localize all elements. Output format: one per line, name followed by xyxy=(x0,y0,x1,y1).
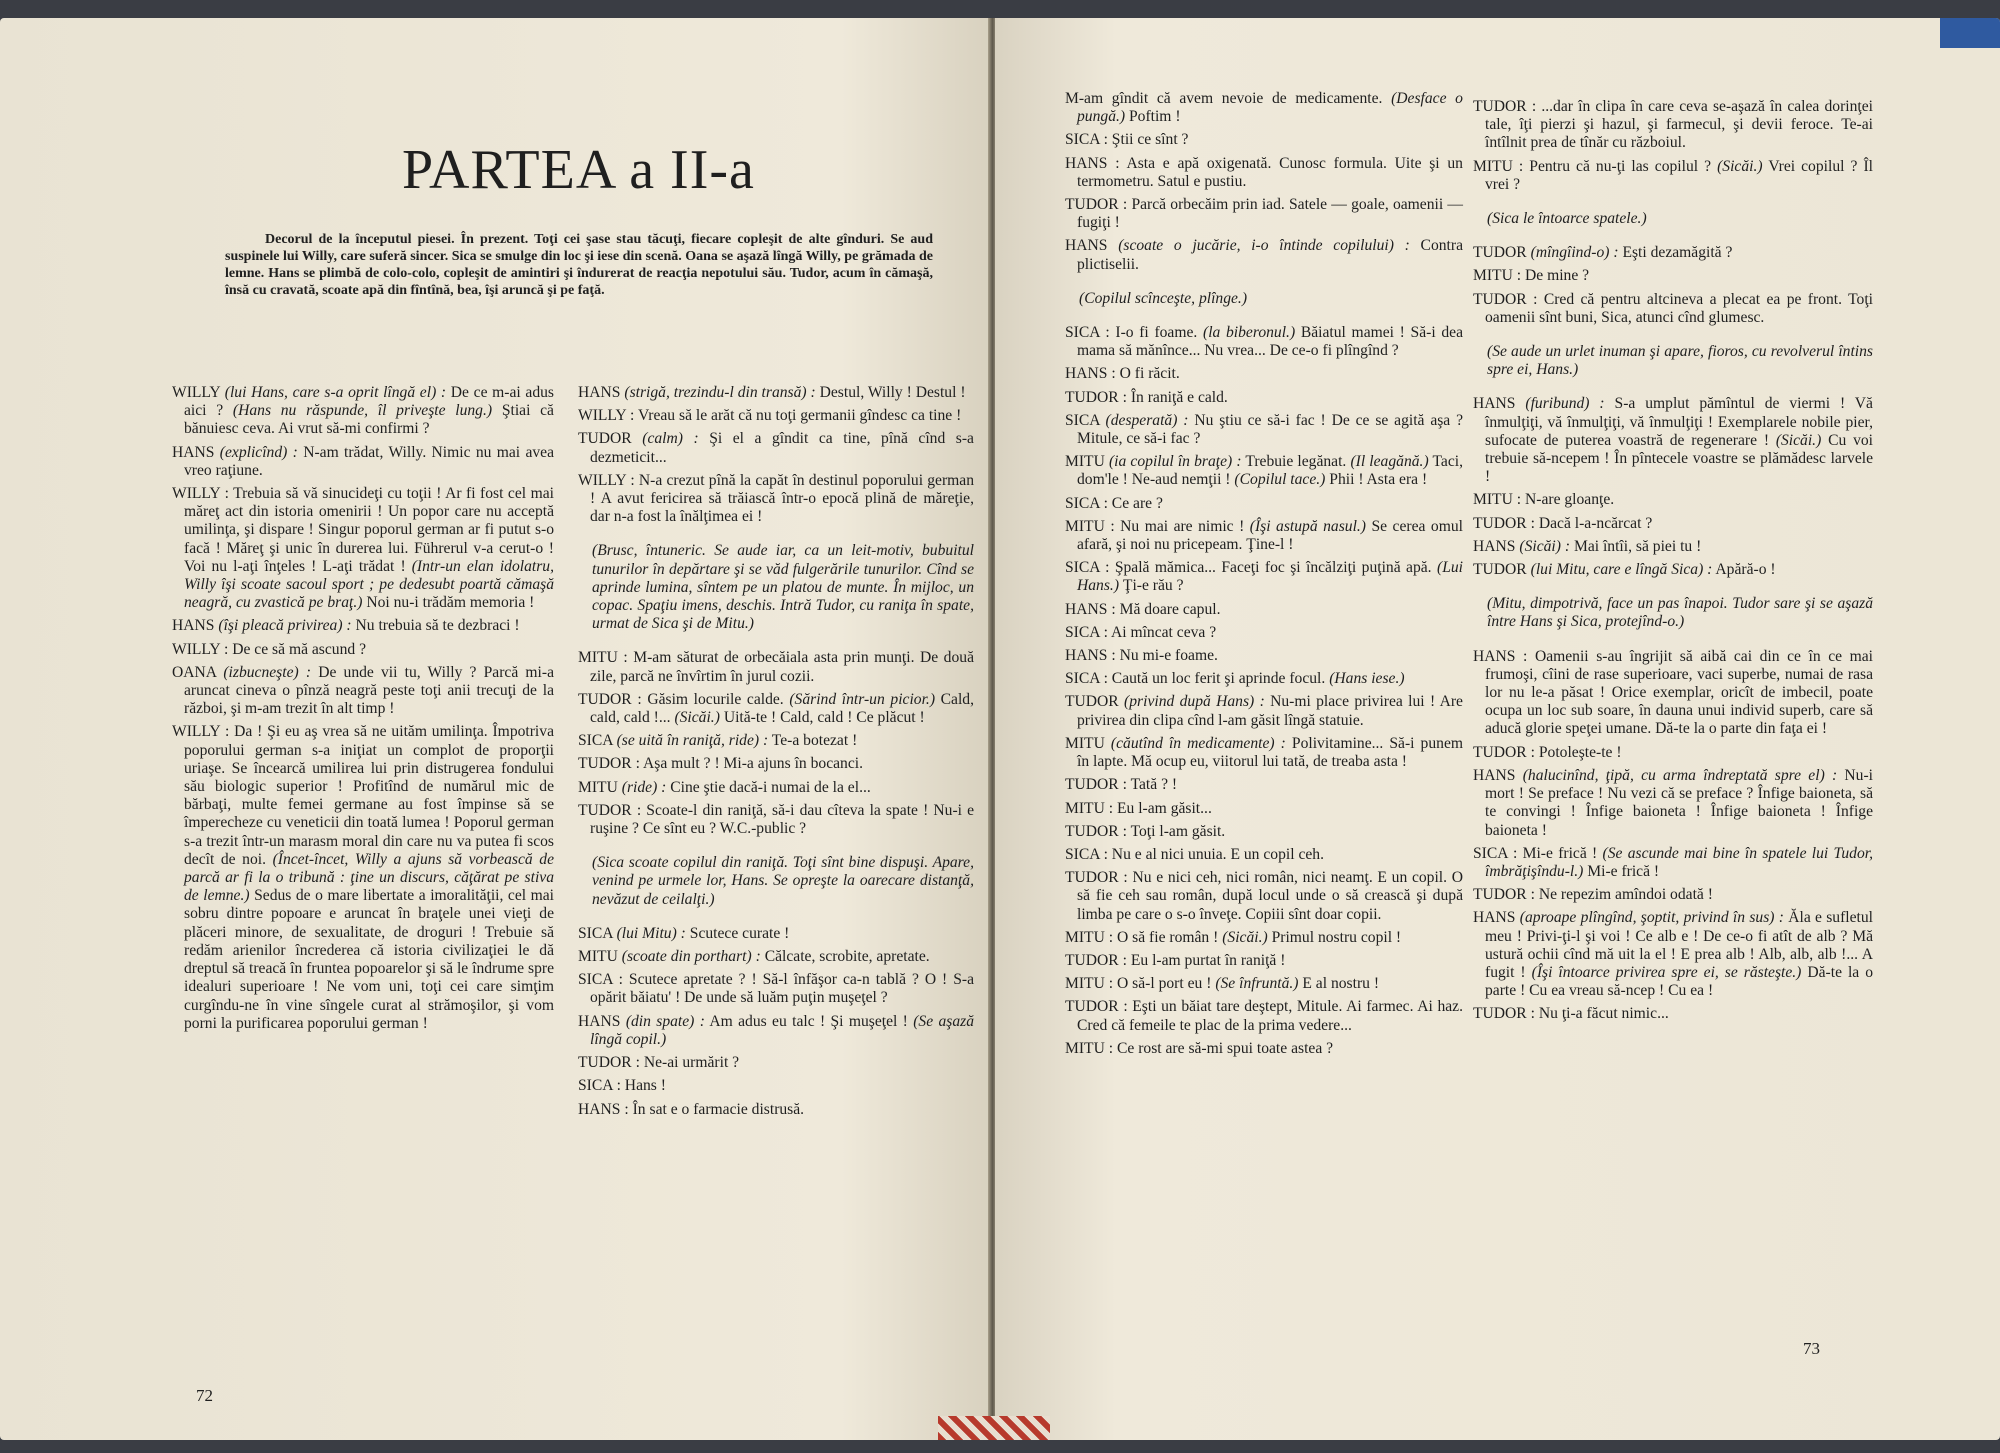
stage-direction-inline: (Sicăi) : xyxy=(1519,537,1571,555)
stage-direction-inline: (scoate din porthart) : xyxy=(621,948,761,966)
stage-direction xyxy=(578,542,974,633)
dialogue-text: : Scutece apretate ? ! Să-l înfăşor ca-n tablă ? O ! S-a opărit băiatu' ! De unde să luăm puţin muşeţel ? xyxy=(590,971,974,1007)
dialogue-line xyxy=(1065,776,1463,794)
dialogue-text: : Dacă l-a-ncărcat ? xyxy=(1530,514,1653,532)
stage-direction-inline: (furibund) : xyxy=(1525,395,1605,413)
speaker-name: SICA xyxy=(1065,324,1100,342)
dialogue-line xyxy=(578,802,974,838)
dialogue-line xyxy=(172,664,554,719)
speaker-name: HANS xyxy=(1065,154,1108,172)
dialogue-text: : În raniţă e cald. xyxy=(1122,388,1228,406)
speaker-name: SICA xyxy=(1065,411,1100,429)
dialogue-text: Vrei copilul ? Îl vrei ? xyxy=(1485,157,1873,193)
stage-direction xyxy=(1065,290,1463,308)
stage-direction-inline: (privind după Hans) : xyxy=(1124,693,1265,711)
dialogue-text: : Nu mi-e foame. xyxy=(1111,647,1218,665)
stage-direction-inline: (lui Hans, care s-a oprit lîngă el) : xyxy=(224,384,447,401)
dialogue-line xyxy=(1065,389,1463,407)
speaker-name: TUDOR xyxy=(1473,244,1527,262)
speaker-name: WILLY xyxy=(578,471,627,489)
dialogue-line xyxy=(1473,648,1873,739)
speaker-name: MITU xyxy=(1473,157,1513,175)
dialogue-text: : Caută un loc ferit şi aprinde focul. xyxy=(1103,670,1326,688)
dialogue-line xyxy=(172,723,554,1032)
dialogue-text: Phii ! Asta era ! xyxy=(1329,471,1428,489)
stage-direction-text: (Sica scoate copilul din raniţă. Toţi sînt bine dispuşi. Apare, venind pe urmele lor, Hans. Se opreşte la oarecare distanţă, nevăzut de ceilalţi.) xyxy=(592,854,974,908)
dialogue-text: : Nu mai are nimic ! xyxy=(1110,517,1245,535)
speaker-name: TUDOR xyxy=(1065,822,1119,840)
page-number-left: 72 xyxy=(196,1386,213,1405)
dialogue-text: Trebuie legănat. xyxy=(1245,453,1347,471)
dialogue-line xyxy=(1473,395,1873,486)
speaker-name: TUDOR xyxy=(1065,196,1119,214)
right-column-2 xyxy=(1473,98,1873,1029)
speaker-name: MITU xyxy=(578,649,618,667)
stage-direction-inline: (Hans iese.) xyxy=(1329,670,1405,688)
dialogue-text: : Eu l-am purtat în raniţă ! xyxy=(1122,951,1286,969)
stage-direction-inline: (halucinînd, ţipă, cu arma îndreptată spre el) : xyxy=(1522,766,1838,784)
continued-text: M-am gîndit că avem nevoie de medicamente. xyxy=(1065,90,1383,107)
dialogue-text: E al nostru ! xyxy=(1302,975,1380,993)
dialogue-text: : Trebuia să vă sinucideţi cu toţii ! Ar fi fost cel mai măreţ act din istoria omenirii ! Un popor care nu acceptă umilinţa, şi dispare ! Singur poporul german ar fi putut s-o facă ! Măreţ şi unic în durerea lui. Führerul v-a cerut-o ! Voi nu l-aţi înţeles ! L-aţi trădat ! xyxy=(184,485,554,575)
speaker-name: TUDOR xyxy=(1065,951,1119,969)
stage-direction-inline: (Lui Hans.) xyxy=(1077,559,1463,595)
stage-direction-text: (Se aude un urlet inuman şi apare, fioros, cu revolverul întins spre ei, Hans.) xyxy=(1487,343,1873,379)
speaker-name: HANS xyxy=(1473,909,1516,927)
dialogue-line xyxy=(1473,98,1873,153)
dialogue-text: Mi-e frică ! xyxy=(1587,862,1660,880)
dialogue-text: Şi el a gîndit ca tine, pînă cînd s-a dezmeticit... xyxy=(590,430,974,466)
stage-direction-inline: (ride) : xyxy=(621,778,667,796)
dialogue-line xyxy=(1065,670,1463,688)
speaker-name: HANS xyxy=(1065,600,1108,618)
dialogue-line xyxy=(578,691,974,727)
speaker-name: WILLY xyxy=(172,723,221,741)
dialogue-line xyxy=(578,649,974,685)
dialogue-text: : O să-l port eu ! xyxy=(1108,975,1212,993)
dialogue-line xyxy=(1473,244,1873,262)
dialogue-text: : Pentru că nu-ţi las copilul ? xyxy=(1518,157,1712,175)
speaker-name: SICA xyxy=(1065,559,1100,577)
dialogue-line xyxy=(1473,267,1873,285)
stage-direction-inline: (Se înfruntă.) xyxy=(1215,975,1299,993)
dialogue-text: De ce m-ai adus aici ? xyxy=(184,384,554,420)
stage-direction xyxy=(1473,210,1873,228)
dialogue-line xyxy=(1065,365,1463,383)
speaker-name: TUDOR xyxy=(1473,886,1527,904)
dialogue-line xyxy=(1065,624,1463,642)
dialogue-text: Dă-te la o parte ! Cu ea vreau să-ncep ! Cu ea ! xyxy=(1485,963,1874,1000)
dialogue-text: : De mine ? xyxy=(1516,267,1590,285)
dialogue-line xyxy=(578,384,974,402)
stage-direction-inline: (din spate) : xyxy=(625,1012,705,1030)
stage-direction xyxy=(578,854,974,909)
speaker-name: WILLY xyxy=(172,640,221,658)
dialogue-line xyxy=(1065,559,1463,595)
speaker-name: TUDOR xyxy=(1473,743,1527,761)
speaker-name: HANS xyxy=(1473,766,1516,784)
stage-direction-inline: (ia copilul în braţe) : xyxy=(1108,453,1242,471)
dialogue-line xyxy=(578,971,974,1007)
speaker-name: TUDOR xyxy=(578,430,632,448)
dialogue-text: Cald, cald, cald !... xyxy=(590,690,975,727)
dialogue-line xyxy=(1473,1005,1873,1023)
dialogue-text: Cu voi trebuie să-ncepem ! În pîntecele voastre se plămădesc larvele ! xyxy=(1485,431,1873,486)
speaker-name: TUDOR xyxy=(578,690,632,708)
book-cover-corner xyxy=(1940,18,2000,48)
speaker-name: SICA xyxy=(1473,844,1508,862)
dialogue-text: : Scoate-l din raniţă, să-i dau cîteva la spate ! Nu-i e ruşine ? Ce sînt eu ? W.C.-public ? xyxy=(590,801,974,838)
stage-direction-inline: (Hans nu răspunde, îl priveşte lung.) xyxy=(232,402,493,420)
dialogue-line xyxy=(1065,693,1463,729)
dialogue-text: : Ce rost are să-mi spui toate astea ? xyxy=(1108,1039,1334,1057)
speaker-name: MITU xyxy=(1065,734,1105,752)
dialogue-text: Sedus de o mare libertate a imoralităţii, cel mai sobru dintre popoare e aruncat în braţele unei vieţi de plăceri minore, de sexualitate, de droguri ! Trebuie să redăm arienilor încrederea că istoria civilizaţiei le dă dreptul să treacă în fruntea popoarelor şi să le îndrume spre idealuri superioare ! Ne vom uni, toţi cei care simţim curgîndu-ne în vine sîngele curat al strămoşilor, şi vom porni la purificarea poporului german ! xyxy=(184,887,554,1032)
stage-direction-intro: Decorul de la începutul piesei. În prezent. Toţi cei şase stau tăcuţi, fiecare copleşit de alte gînduri. Se aud suspinele lui Willy, care suferă sincer. Sica se smulge din loc şi iese din scenă. Oana se aşază lîngă Willy, pe grămada de lemne. Hans se plimbă de colo-colo, copleşit de amintiri şi îndurerat de reacţia nepotului său. Tudor, acum în cămaşă, însă cu cravată, scoate apă din fîntînă, bea, îşi aruncă şi pe faţă. xyxy=(225,232,933,298)
dialogue-text: : Asta e apă oxigenată. Cunosc formula. Uite şi un termometru. Satul e pustiu. xyxy=(1077,154,1463,190)
dialogue-text: Poftim ! xyxy=(1128,108,1181,126)
speaker-name: MITU xyxy=(1065,975,1105,993)
dialogue-line xyxy=(1065,1040,1463,1058)
dialogue-text: Destul, Willy ! Destul ! xyxy=(819,384,966,401)
speaker-name: SICA xyxy=(1065,623,1100,641)
dialogue-line xyxy=(1473,491,1873,509)
dialogue-text: Eşti dezamăgită ? xyxy=(1622,244,1733,262)
dialogue-text: Polivitamine... Să-i punem în lapte. Mă ocup eu, viitorul lui tată, de treaba asta ! xyxy=(1077,734,1463,771)
dialogue-text: Cine ştie dacă-i numai de la el... xyxy=(670,778,871,796)
dialogue-text: : Potoleşte-te ! xyxy=(1530,743,1622,761)
stage-direction-text: (Mitu, dimpotrivă, face un pas înapoi. Tudor sare şi se aşază între Hans şi Sica, protejînd-o.) xyxy=(1487,595,1873,631)
speaker-name: MITU xyxy=(578,778,618,796)
dialogue-line xyxy=(172,444,554,480)
stage-direction-inline: (scoate o jucărie, i-o întinde copilului) : xyxy=(1118,237,1410,255)
left-column-1 xyxy=(172,384,554,1038)
dialogue-text: : O să fie român ! xyxy=(1108,928,1219,946)
speaker-name: TUDOR xyxy=(578,801,632,819)
dialogue-text: Băiatul mamei ! Să-i dea mama să mănînce... Nu vrea... De ce-o fi plîngînd ? xyxy=(1077,324,1463,360)
dialogue-text: De unde vii tu, Willy ? Parcă mi-a aruncat cineva o pînză neagră peste toţi anii trecuţi de la război, şi m-am trezit în alt timp ! xyxy=(184,663,554,718)
speaker-name: TUDOR xyxy=(1473,290,1527,308)
speaker-name: MITU xyxy=(1065,799,1105,817)
left-page xyxy=(0,18,990,1440)
stage-direction-inline: (Copilul tace.) xyxy=(1234,471,1326,489)
dialogue-line xyxy=(578,1054,974,1072)
stage-direction-inline: (se uită în raniţă, ride) : xyxy=(616,732,769,750)
dialogue-text: Nu ştiu ce să-i fac ! De ce se agită aşa ? Mitule, ce să-i fac ? xyxy=(1077,411,1463,448)
stage-direction-inline: (aproape plîngînd, şoptit, privind în sus) : xyxy=(1519,909,1784,927)
dialogue-line xyxy=(1065,453,1463,489)
speaker-name: HANS xyxy=(1473,647,1516,665)
dialogue-text: : Nu e nici ceh, nici român, nici neamţ. E un copil. O să fie ceh sau român, după locul unde o să crească şi după limba pe care o s-o înveţe. Copiii sînt doar copii. xyxy=(1077,869,1463,923)
dialogue-line xyxy=(1065,800,1463,818)
dialogue-text: Contra plictiselii. xyxy=(1077,237,1463,273)
stage-direction-inline: (Sicăi.) xyxy=(674,709,720,727)
speaker-name: MITU xyxy=(1473,267,1513,285)
dialogue-line xyxy=(578,948,974,966)
speaker-name: HANS xyxy=(1473,395,1516,413)
dialogue-text: Taci, dom'le ! Ne-aud nemţii ! xyxy=(1077,453,1463,489)
dialogue-line xyxy=(172,641,554,659)
stage-direction-inline: (Sicăi.) xyxy=(1222,928,1268,946)
dialogue-line xyxy=(578,755,974,773)
dialogue-line xyxy=(1473,158,1873,194)
stage-direction-inline: (calm) : xyxy=(642,430,699,448)
stage-direction-inline: (Intr-un elan idolatru, Willy îşi scoate sacoul sport ; pe dedesubt poartă cămaşă neagră, cu zvastică pe braţ.) xyxy=(184,557,554,612)
dialogue-text: Ţi-e rău ? xyxy=(1122,577,1184,595)
speaker-name: HANS xyxy=(578,1012,621,1030)
dialogue-line xyxy=(1473,515,1873,533)
dialogue-text: : Toţi l-am găsit. xyxy=(1122,822,1226,840)
bookmark-ribbon xyxy=(938,1416,1050,1440)
dialogue-line xyxy=(578,407,974,425)
dialogue-text: Mai întîi, să piei tu ! xyxy=(1573,537,1702,555)
dialogue-text: Te-a botezat ! xyxy=(771,732,858,750)
dialogue-text: Nu-mi place privirea lui ! Are privirea din clipa cînd l-am găsit lîngă statuie. xyxy=(1077,693,1463,729)
dialogue-line xyxy=(1065,131,1463,149)
left-column-2 xyxy=(578,384,974,1124)
dialogue-text: : N-are gloanţe. xyxy=(1516,491,1615,509)
dialogue-text: : Mă doare capul. xyxy=(1111,600,1221,618)
speaker-name: TUDOR xyxy=(1065,693,1119,711)
stage-direction-inline: (mîngîind-o) : xyxy=(1530,244,1619,262)
dialogue-line xyxy=(1065,998,1463,1034)
stage-direction-inline: (Sicăi.) xyxy=(1775,431,1822,449)
speaker-name: SICA xyxy=(1065,494,1100,512)
dialogue-text: Uită-te ! Cald, cald ! Ce plăcut ! xyxy=(723,709,925,727)
stage-direction-inline: (izbucneşte) : xyxy=(223,663,312,681)
speaker-name: SICA xyxy=(578,732,613,750)
right-column-1 xyxy=(1065,90,1463,1063)
dialogue-line xyxy=(1065,952,1463,970)
stage-direction-inline: (Se ascunde mai bine în spatele lui Tudor, îmbrăţişîndu-l.) xyxy=(1485,844,1873,880)
speaker-name: SICA xyxy=(1065,845,1100,863)
dialogue-line xyxy=(578,779,974,797)
dialogue-text: : Ai mîncat ceva ? xyxy=(1103,623,1217,641)
dialogue-text: : Ne-ai urmărit ? xyxy=(635,1054,740,1072)
stage-direction-inline: (la biberonul.) xyxy=(1203,324,1296,342)
dialogue-line xyxy=(578,1013,974,1049)
speaker-name: TUDOR xyxy=(1473,98,1527,115)
dialogue-line xyxy=(1065,237,1463,273)
speaker-name: HANS xyxy=(578,384,621,401)
dialogue-text: : M-am săturat de orbecăiala asta prin munţi. De două zile, parcă ne învîrtim în jurul cozii. xyxy=(590,649,974,685)
dialogue-line xyxy=(1065,735,1463,771)
speaker-name: TUDOR xyxy=(578,1054,632,1072)
dialogue-text: : Vreau să le arăt că nu toţi germanii gîndesc ca tine ! xyxy=(630,407,962,425)
dialogue-text: Nu-i mort ! Se preface ! Nu vezi că se preface ? Înfige baioneta, să te convingi ! Înfige baioneta ! Înfige baioneta ! Înfige baioneta ! xyxy=(1485,766,1874,839)
speaker-name: HANS xyxy=(578,1100,621,1118)
stage-direction-text: (Copilul scînceşte, plînge.) xyxy=(1079,289,1248,307)
stage-direction-inline: (Sicăi.) xyxy=(1717,157,1763,175)
dialogue-text: Ştiai că bănuiesc ceva. Ai vrut să-mi confirmi ? xyxy=(184,402,554,438)
stage-direction-inline: (îşi pleacă privirea) : xyxy=(218,617,352,635)
speaker-name: WILLY xyxy=(172,485,221,503)
stage-direction-inline: (căutînd în medicamente) : xyxy=(1110,734,1286,752)
dialogue-text: S-a umplut pămîntul de viermi ! Vă înmulţiţi, vă înmulţiţi, vă înmulţiţi ! Exemplarele nobile pier, sufocate de puterea voastră de regenerare ! xyxy=(1485,395,1873,449)
dialogue-text: : Parcă orbecăim prin iad. Satele — goale, oamenii — fugiţi ! xyxy=(1077,196,1463,232)
dialogue-text: : Găsim locurile calde. xyxy=(637,690,784,708)
right-page xyxy=(995,18,2000,1440)
speaker-name: TUDOR xyxy=(1065,776,1119,794)
dialogue-line xyxy=(578,925,974,943)
dialogue-text: : Eu l-am găsit... xyxy=(1108,799,1212,817)
dialogue-text: Ăla e sufletul meu ! Privi-ţi-l şi voi ! Ce alb e ! De ce-o fi atît de alb ? Mă ustură ochii cînd mă uit la el ! E prea alb ! Alb, alb, alb !... A fugit ! xyxy=(1485,909,1873,981)
speaker-name: TUDOR xyxy=(578,755,632,773)
speaker-name: HANS xyxy=(1065,647,1108,665)
stage-direction-text: (Brusc, întuneric. Se aude iar, ca un leit-motiv, bubuitul tunurilor în depărtare şi se văd fulgerările tunurilor. Cînd se aprinde lumina, sîntem pe un platou de munte. În mijloc, un copac. Spaţiu imens, deschis. Intră Tudor, cu raniţa în spate, urmat de Sica şi de Mitu.) xyxy=(592,542,974,633)
dialogue-text: : Da ! Şi eu aş vrea să ne uităm umilinţa. Împotriva poporului german s-a iniţiat un complot de proporţii uriaşe. Se încearcă umilirea lui prin distrugerea fondului său biologic superior ! Profitînd de numărul mic de bărbaţi, multe femei germane au fost împinse să se împerecheze cu veneticii din toată lumea ! Poporul german s-a trezit într-un marasm moral din care nu va putea fi scos decît de noi. xyxy=(184,723,554,868)
dialogue-line xyxy=(1065,155,1463,191)
speaker-name: SICA xyxy=(578,971,613,989)
speaker-name: WILLY xyxy=(172,384,221,401)
dialogue-text: : În sat e o farmacie distrusă. xyxy=(624,1100,805,1118)
speaker-name: HANS xyxy=(172,617,215,635)
dialogue-text: : Oamenii s-au îngrijit să aibă cai din ce în ce mai frumoşi, cîini de rase superioare, vaci superbe, numai de rasa lor nu le-a păsat ! Orice exemplar, oricît de imbecil, poate ocupa un loc sub soare, în dauna unui individ superb, care să aducă glorie speţei umane. Dă-te la o parte din faţa ei ! xyxy=(1485,647,1873,738)
dialogue-line xyxy=(1065,90,1463,126)
dialogue-line xyxy=(1065,823,1463,841)
speaker-name: HANS xyxy=(1473,537,1516,555)
stage-direction-inline: (Se aşază lîngă copil.) xyxy=(590,1012,974,1048)
speaker-name: MITU xyxy=(1065,453,1105,471)
dialogue-text: N-am trădat, Willy. Nimic nu mai avea vreo raţiune. xyxy=(184,443,555,479)
stage-direction-inline: (Sărind într-un picior.) xyxy=(789,690,936,708)
speaker-name: MITU xyxy=(1065,928,1105,946)
stage-direction-inline: (lui Mitu, care e lîngă Sica) : xyxy=(1530,561,1713,579)
dialogue-line xyxy=(578,1077,974,1095)
dialogue-line xyxy=(1065,196,1463,232)
dialogue-text: : Eşti un băiat tare deştept, Mitule. Ai farmec. Ai haz. Cred că femeile te plac de la prima vedere... xyxy=(1077,998,1463,1034)
dialogue-line xyxy=(1473,767,1873,840)
speaker-name: HANS xyxy=(1065,365,1108,383)
dialogue-line xyxy=(1473,561,1873,579)
stage-direction xyxy=(1473,343,1873,379)
dialogue-line xyxy=(1065,412,1463,448)
speaker-name: TUDOR xyxy=(1065,998,1119,1016)
dialogue-line xyxy=(1065,495,1463,513)
dialogue-text: : N-a crezut pînă la capăt în destinul poporului german ! A avut fericirea să trăiască într-o epocă plină de măreţie, dar n-a fost la înălţimea ei ! xyxy=(590,471,975,526)
dialogue-text: Nu trebuia să te dezbraci ! xyxy=(355,617,520,635)
speaker-name: WILLY xyxy=(578,407,627,425)
dialogue-text: Am adus eu talc ! Şi muşeţel ! xyxy=(709,1012,908,1030)
page-number-right: 73 xyxy=(1803,1339,1820,1358)
dialogue-text: : Mi-e frică ! xyxy=(1512,844,1598,862)
speaker-name: MITU xyxy=(1065,517,1105,535)
speaker-name: SICA xyxy=(578,1077,613,1095)
stage-direction-inline: (Încet-încet, Willy a ajuns să vorbească de parcă ar fi la o tribună : ţine un discurs, căţărat pe stiva de lemne.) xyxy=(184,850,555,905)
stage-direction-inline: (explicînd) : xyxy=(219,443,298,461)
dialogue-text: Noi nu-i trădăm memoria ! xyxy=(366,594,535,612)
dialogue-line xyxy=(1065,518,1463,554)
stage-direction-inline: (desperată) : xyxy=(1105,411,1189,429)
dialogue-line xyxy=(1065,975,1463,993)
page-title: PARTEA a II-a xyxy=(402,139,755,201)
dialogue-text: : Ne repezim amîndoi odată ! xyxy=(1530,886,1713,904)
speaker-name: MITU xyxy=(1473,491,1513,509)
stage-direction-inline: (Il leagănă.) xyxy=(1350,453,1429,471)
speaker-name: SICA xyxy=(1065,131,1100,149)
stage-direction-inline: (lui Mitu) : xyxy=(616,924,686,942)
dialogue-line xyxy=(578,732,974,750)
dialogue-line xyxy=(172,485,554,612)
dialogue-text: : Cred că pentru altcineva a plecat ea pe front. Toţi oamenii sînt buni, Sica, atunci cînd glumesc. xyxy=(1485,290,1874,326)
dialogue-text: Scutece curate ! xyxy=(689,924,790,942)
speaker-name: TUDOR xyxy=(1473,1005,1527,1023)
dialogue-text: : Hans ! xyxy=(616,1077,666,1095)
dialogue-text: Primul nostru copil ! xyxy=(1271,928,1402,946)
speaker-name: TUDOR xyxy=(1065,388,1119,406)
dialogue-line xyxy=(1473,845,1873,881)
stage-direction-inline: (strigă, trezindu-l din transă) : xyxy=(624,384,816,401)
speaker-name: HANS xyxy=(1065,237,1108,255)
dialogue-text: Călcate, scrobite, apretate. xyxy=(764,948,930,966)
stage-direction-text: (Sica le întoarce spatele.) xyxy=(1487,210,1647,228)
dialogue-line xyxy=(1473,909,1873,1000)
speaker-name: MITU xyxy=(578,948,618,966)
dialogue-text: : De ce să mă ascund ? xyxy=(224,640,367,658)
dialogue-line xyxy=(172,617,554,635)
speaker-name: SICA xyxy=(1065,670,1100,688)
speaker-name: MITU xyxy=(1065,1039,1105,1057)
dialogue-line xyxy=(1473,291,1873,327)
speaker-name: TUDOR xyxy=(1473,514,1527,532)
dialogue-line xyxy=(1065,601,1463,619)
dialogue-text: Se cerea omul afară, şi noi nu pricepeam. Ţine-l ! xyxy=(1077,517,1463,554)
dialogue-line xyxy=(1065,324,1463,360)
speaker-name: TUDOR xyxy=(1473,561,1527,579)
dialogue-text: : Şpală mămica... Faceţi foc şi încălziţi puţină apă. xyxy=(1105,559,1432,577)
dialogue-line xyxy=(1065,929,1463,947)
stage-direction-inline: (Îşi întoarce privirea spre ei, se răsteşte.) xyxy=(1531,963,1802,981)
dialogue-line xyxy=(1473,538,1873,556)
dialogue-line xyxy=(1065,869,1463,924)
dialogue-text: : Ce are ? xyxy=(1103,494,1163,512)
stage-direction xyxy=(1473,595,1873,631)
speaker-name: HANS xyxy=(172,443,215,461)
dialogue-text: : Nu ţi-a făcut nimic... xyxy=(1530,1005,1669,1023)
dialogue-text: : I-o fi foame. xyxy=(1105,324,1198,342)
dialogue-line xyxy=(172,384,554,439)
speaker-name: OANA xyxy=(172,663,217,681)
dialogue-text: : O fi răcit. xyxy=(1111,365,1180,383)
dialogue-line xyxy=(1473,744,1873,762)
dialogue-text: : ...dar în clipa în care ceva se-aşază în calea dorinţei tale, îţi pierzi şi hazul, şi farmecul, şi devii feroce. Te-ai întîlnit prea de tînăr cu războiul. xyxy=(1485,98,1873,152)
dialogue-text: : Nu e al nici unuia. E un copil ceh. xyxy=(1103,845,1324,863)
dialogue-line xyxy=(1473,886,1873,904)
dialogue-text: : Ştii ce sînt ? xyxy=(1103,131,1189,149)
dialogue-text: : Aşa mult ? ! Mi-a ajuns în bocanci. xyxy=(635,755,863,773)
dialogue-text: Apără-o ! xyxy=(1715,561,1776,579)
speaker-name: TUDOR xyxy=(1065,869,1119,887)
dialogue-line xyxy=(578,430,974,466)
dialogue-line xyxy=(1065,846,1463,864)
speaker-name: SICA xyxy=(578,924,613,942)
dialogue-line xyxy=(578,472,974,527)
dialogue-line xyxy=(1065,647,1463,665)
dialogue-line xyxy=(578,1101,974,1119)
stage-direction-inline: (Desface o pungă.) xyxy=(1077,90,1463,126)
dialogue-text: : Tată ? ! xyxy=(1122,776,1178,794)
stage-direction-inline: (Îşi astupă nasul.) xyxy=(1249,517,1366,535)
